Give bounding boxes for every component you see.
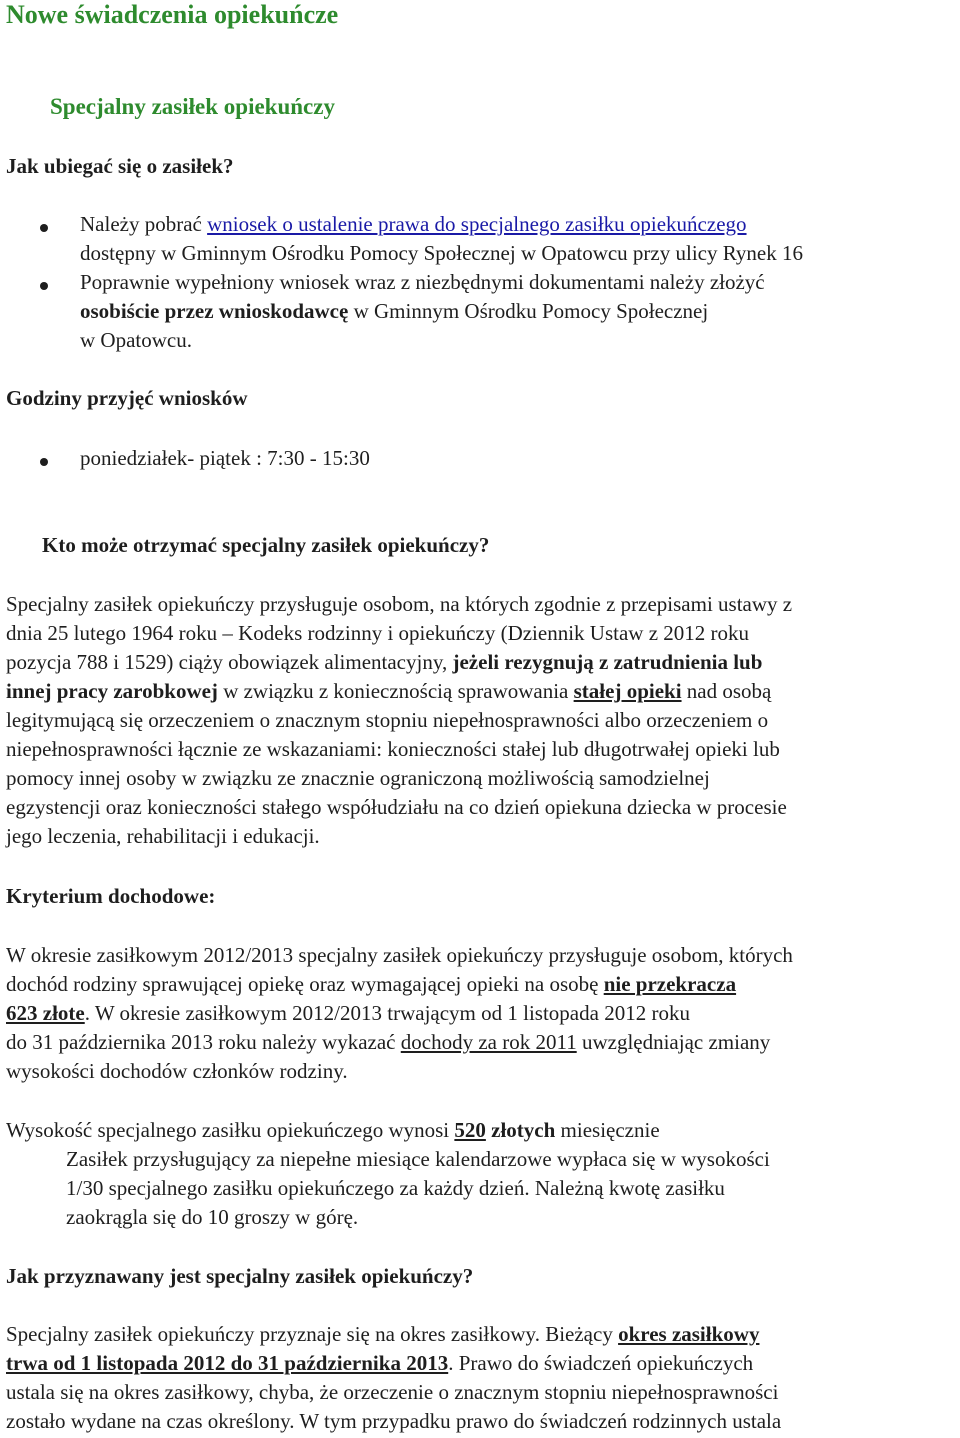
- granted-line: zostało wydane na czas określony. W tym przypadku prawo do świadczeń rodzinnych ustala: [6, 1409, 782, 1433]
- who-line: legitymującą się orzeczeniem o znacznym stopniu niepełnosprawności albo orzeczeniem o: [6, 708, 769, 732]
- heading-who: Kto może otrzymać specjalny zasiłek opiekuńczy?: [42, 533, 490, 557]
- income-text: uwzględniając zmiany: [576, 1030, 771, 1054]
- who-text: pozycja 788 i 1529) ciąży obowiązek alimentacyjny,: [6, 650, 453, 674]
- granted-line: [6, 1351, 753, 1376]
- amount-text: Wysokość specjalnego zasiłku opiekuńczego wynosi: [6, 1118, 455, 1142]
- application-form-link[interactable]: wniosek o ustalenie prawa do specjalnego zasiłku opiekuńczego: [207, 212, 747, 236]
- bullet2-line1: Poprawnie wypełniony wniosek wraz z niezbędnymi dokumentami należy złożyć: [80, 270, 765, 294]
- income-text: do 31 października 2013 roku należy wykazać: [6, 1030, 401, 1054]
- income-text: . W okresie zasiłkowym 2012/2013 trwającym od 1 listopada 2012 roku: [84, 1001, 690, 1025]
- hours-item: poniedziałek- piątek : 7:30 - 15:30: [80, 446, 370, 470]
- amount-line: zaokrągla się do 10 groszy w górę.: [66, 1205, 359, 1229]
- bullet2-rest: w Gminnym Ośrodku Pomocy Społecznej: [348, 299, 709, 323]
- income-line: [6, 1001, 690, 1026]
- who-line: dnia 25 lutego 1964 roku – Kodeks rodzinny i opiekuńczy (Dziennik Ustaw z 2012 roku: [6, 621, 750, 645]
- bullet1-line1: [80, 212, 747, 237]
- bullet1-line2: dostępny w Gminnym Ośrodku Pomocy Społecznej w Opatowcu przy ulicy Rynek 16: [80, 241, 803, 265]
- bullet2-bold: osobiście przez wnioskodawcę: [80, 299, 349, 323]
- who-line: [6, 650, 762, 675]
- who-line: pomocy innej osoby w związku ze znacznie ograniczoną możliwością samodzielnej: [6, 766, 710, 790]
- income-line: W okresie zasiłkowym 2012/2013 specjalny zasiłek opiekuńczy przysługuje osobom, których: [6, 943, 793, 967]
- granted-line: ustala się na okres zasiłkowy, chyba, że orzeczenie o znacznym stopniu niepełnosprawności: [6, 1380, 779, 1404]
- granted-line: [6, 1322, 759, 1347]
- who-text: nad osobą: [681, 679, 772, 703]
- income-line: wysokości dochodów członków rodziny.: [6, 1059, 348, 1083]
- income-bold-underline: 623 złote: [6, 1001, 85, 1025]
- heading-how-to-apply: Jak ubiegać się o zasiłek?: [6, 154, 234, 178]
- bullet-icon: [40, 224, 48, 232]
- granted-bold-underline: okres zasiłkowy: [618, 1322, 760, 1346]
- amount-text: miesięcznie: [555, 1118, 660, 1142]
- amount-line: 1/30 specjalnego zasiłku opiekuńczego za każdy dzień. Należną kwotę zasiłku: [66, 1176, 725, 1200]
- income-underline: dochody za rok 2011: [400, 1030, 577, 1054]
- bullet2-line3: w Opatowcu.: [80, 328, 192, 352]
- who-line: egzystencji oraz konieczności stałego współudziału na co dzień opiekuna dziecka w procesie: [6, 795, 787, 819]
- granted-bold-underline: trwa od 1 listopada 2012 do 31 października 2013: [6, 1351, 449, 1375]
- income-line: [6, 1030, 770, 1055]
- who-line: jego leczenia, rehabilitacji i edukacji.: [6, 824, 320, 848]
- who-bold-underline: stałej opieki: [573, 679, 682, 703]
- who-line: Specjalny zasiłek opiekuńczy przysługuje osobom, na których zgodnie z przepisami ustawy z: [6, 592, 793, 616]
- heading-income: Kryterium dochodowe:: [6, 884, 216, 908]
- who-line: niepełnosprawności łącznie ze wskazaniami: konieczności stałej lub długotrwałej opieki lub: [6, 737, 780, 761]
- granted-text: Specjalny zasiłek opiekuńczy przyznaje się na okres zasiłkowy. Bieżący: [6, 1322, 619, 1346]
- income-text: dochód rodziny sprawującej opiekę oraz wymagającej opieki na osobę: [6, 972, 604, 996]
- amount-bold-underline: 520: [454, 1118, 486, 1142]
- amount-line: Zasiłek przysługujący za niepełne miesiące kalendarzowe wypłaca się w wysokości: [66, 1147, 770, 1171]
- who-bold: innej pracy zarobkowej: [6, 679, 218, 703]
- amount-bold: złotych: [485, 1118, 556, 1142]
- granted-text: . Prawo do świadczeń opiekuńczych: [448, 1351, 754, 1375]
- who-line: [6, 679, 771, 704]
- bullet-icon: [40, 458, 48, 466]
- bullet-icon: [40, 282, 48, 290]
- income-bold-underline: nie przekracza: [603, 972, 737, 996]
- page-title: Nowe świadczenia opiekuńcze: [6, 0, 339, 29]
- bullet2-line2: [80, 299, 708, 324]
- who-bold: jeżeli rezygnują z zatrudnienia lub: [452, 650, 763, 674]
- heading-granted: Jak przyznawany jest specjalny zasiłek opiekuńczy?: [6, 1264, 474, 1288]
- heading-hours: Godziny przyjęć wniosków: [6, 386, 248, 410]
- bullet1-text: Należy pobrać: [80, 212, 208, 236]
- income-line: [6, 972, 736, 997]
- page-subtitle: Specjalny zasiłek opiekuńczy: [50, 94, 335, 119]
- amount-line: [6, 1118, 660, 1143]
- who-text: w związku z koniecznością sprawowania: [217, 679, 574, 703]
